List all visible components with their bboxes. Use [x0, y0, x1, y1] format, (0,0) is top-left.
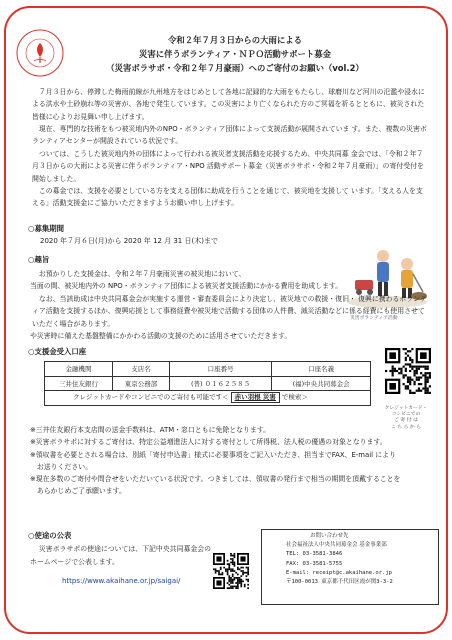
header-branch: 支店名	[113, 362, 170, 377]
account-number: (普) ０１６２５８５	[169, 376, 271, 391]
contact-box	[261, 529, 439, 605]
bank-name: 三井住友銀行	[45, 376, 113, 391]
search-term-box: 赤い羽根 災害	[231, 392, 280, 403]
card-text-before: クレジットカードやコンビニでのご寄付も可能です＜	[73, 393, 229, 402]
publication-paragraph-1: 災害ボラサポの使途については、下記中央共同募金会の	[38, 545, 212, 553]
card-info-row	[45, 391, 371, 406]
purpose-paragraph-4: や災害時に備えた基盤整備にかかわる活動の支援のために活用させていただきます。	[30, 332, 292, 340]
intro-paragraph-1: ７月３日から、停滞した梅雨前線が九州地方をはじめとして各地に記録的な大雨をもたらし、球磨川など河川の氾濫や浸水による洪水や土砂崩れ等の災害が、各地で発生しています。この災害により亡くなられた方のご冥福を祈るとともに、被災された皆様に心よりお見舞い申し上げます。	[32, 88, 425, 121]
account-heading: ○支援金受入口座	[28, 347, 87, 356]
contact-email[interactable]: E-mail: receipt@c.akaihane.or.jp	[286, 569, 392, 576]
qr-caption-line: ご 寄 付 は	[394, 418, 418, 424]
title-line-3: （災害ボラサポ・令和２年７月豪雨）へのご寄付のお願い（vol.2）	[106, 63, 364, 73]
period-text: 2020 年７月６日(月)から 2020 年 12 月 31 日(木)まで	[40, 237, 218, 245]
header-bank: 金融機関	[45, 362, 113, 377]
contact-address: 〒100-0013 東京都千代田区霞が関3-3-2	[286, 579, 393, 586]
note-item: ※領収書を必要とされる場合は、別紙「寄付申込書」様式に必要事項をご記入いただき、担当までFAX、E-mail によりお送りください。	[30, 450, 396, 471]
note-item: ※三井住友銀行本支店間の送金手数料は、ATM・窓口ともに免除となります。	[30, 426, 271, 434]
notes-list	[30, 424, 402, 498]
illustration-caption: 災害ボランティア活動	[350, 316, 398, 321]
note-item: ※災害ボラサポに対するご寄付は、特定公益増進法人に対する寄付として所得税、法人税の優遇の対象となります。	[30, 438, 387, 447]
publication-heading: ○使途の公表	[28, 531, 72, 540]
title-line-1: 令和２年７月３日からの大雨による	[168, 35, 302, 45]
document-title	[70, 33, 400, 75]
website-qr-code[interactable]	[213, 553, 249, 589]
publication-paragraph-2: ホームページで公表します。	[30, 558, 119, 566]
charity-logo	[15, 28, 65, 78]
bank-account-table	[44, 361, 371, 406]
qr-caption-line: こ ち ら か ら	[390, 424, 422, 430]
card-text-after: で検索＞	[281, 393, 308, 402]
purpose-paragraph-3: なお、当該助成は中央共同募金会が実施する運営・審査委員会により決定し、被災地での救援・復旧・ 復興に携わるボランティア活動を支援するほか、復興応援として事務経費や被災地で活動する団体の人件費、減災活動などに係る経費にも使用させていただく場合があります。	[32, 295, 427, 328]
table-row	[45, 376, 371, 391]
qr-caption-line: クレジットカード・	[384, 406, 428, 411]
qr-caption-line: コンビニでの	[391, 412, 421, 418]
title-line-2: 災害に伴うボランティア・ＮＰＯ活動サポート募金	[139, 49, 331, 59]
purpose-paragraph-1: お預かりした支援金は、令和２年７月豪雨災害の被災地において、	[38, 270, 246, 278]
branch-name: 東京公務部	[113, 376, 170, 391]
account-holder: (福)中央共同募金会	[272, 376, 371, 391]
purpose-heading: ○趣旨	[28, 255, 50, 264]
card-donation-qr-code[interactable]	[385, 348, 431, 394]
intro-paragraph-4: この募金では、支援を必要としている方を支える団体に助成を行うことを通じて、被災地を支援して います。「支える人を支える」活動支援金にご協力いただきますようお願い申し上げます。	[32, 187, 423, 208]
period-heading: ○募集期間	[28, 224, 65, 233]
header-account-holder: 口座名義	[272, 362, 371, 377]
header-account-number: 口座番号	[169, 362, 271, 377]
table-header-row	[45, 362, 371, 377]
contact-title: お問い合わせ先	[310, 533, 349, 539]
publication-link[interactable]: https://www.akaihane.or.jp/saigai/	[62, 577, 181, 585]
note-item: ※現在多数のご寄付や問合せをいただいている状況です。つきましては、領収書の発行まで相当の期間を頂戴することをあらかじめご了承願います。	[30, 475, 401, 496]
purpose-paragraph-2: 当面の間、被災地内外の NPO・ボランティア団体による被災者支援活動にかかる費用を助成します。	[30, 282, 343, 290]
intro-paragraph-2: 現在、専門的な技術をもつ被災地内外のNPO・ボランティア団体によって支援活動が展開されていま す。また、複数の災害ボランティアセンターが開設されている状況です。	[32, 125, 427, 146]
contact-tel: TEL: 03-3581-3846	[286, 551, 343, 558]
contact-fax: FAX: 03-3581-5755	[286, 560, 343, 567]
contact-org: 社会福祉法人中央共同募金会 基金事業部	[286, 542, 387, 549]
intro-paragraph-3: ついては、こうした被災地内外の団体によって行われる被災者支援活動を応援するため、中央共同募 金会では、「令和２年７月３日からの大雨による災害に伴うボランティア・NPO 活動サポート募金（災害ボラサポ・令和２年７月豪雨）」の寄付受付を開始しました。	[32, 150, 424, 183]
